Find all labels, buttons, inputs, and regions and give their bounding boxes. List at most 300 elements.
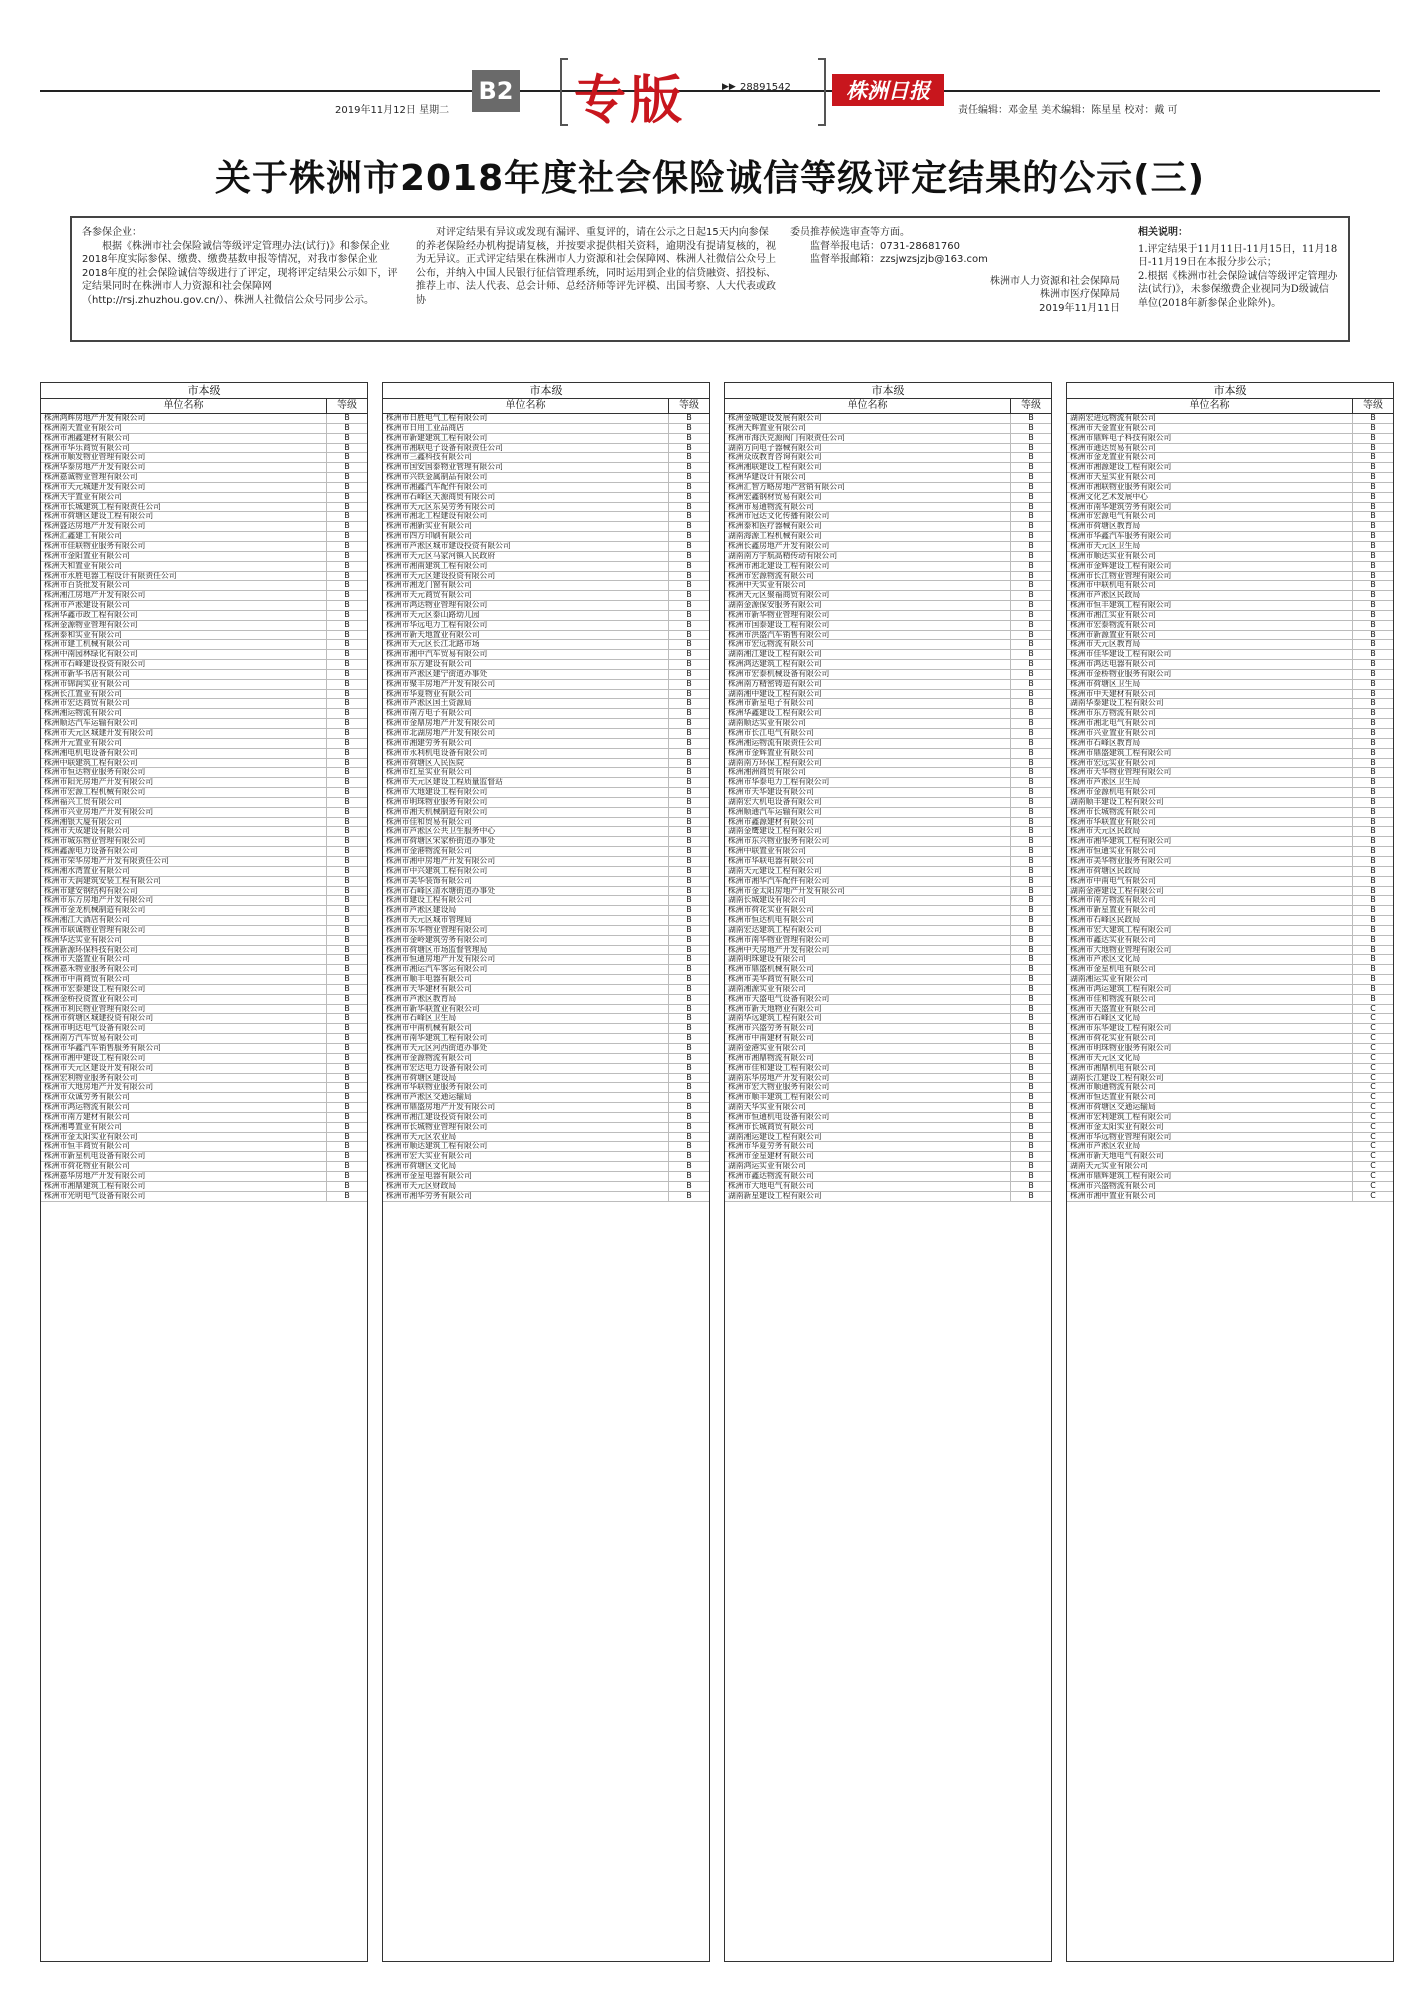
credit-grade: B bbox=[686, 1083, 692, 1092]
credit-grade: B bbox=[686, 433, 692, 442]
table-row bbox=[41, 1103, 367, 1113]
credit-grade: B bbox=[1370, 512, 1376, 521]
table-row bbox=[383, 1054, 709, 1064]
table-row bbox=[1067, 818, 1393, 828]
company-name: 株洲湘粤置业有限公司 bbox=[41, 1123, 327, 1132]
credit-grade: B bbox=[686, 1053, 692, 1062]
company-name: 株洲市东华建设工程有限公司 bbox=[1067, 1024, 1353, 1033]
company-name: 株洲市石峰建设投资有限公司 bbox=[41, 660, 327, 669]
table-row bbox=[1067, 896, 1393, 906]
company-name: 株洲市鸿达物业管理有限公司 bbox=[383, 601, 669, 610]
credit-grade: B bbox=[1370, 935, 1376, 944]
credit-grade: B bbox=[686, 699, 692, 708]
table-row bbox=[41, 631, 367, 641]
company-name: 株洲市红星实业有限公司 bbox=[383, 768, 669, 777]
credit-grade: B bbox=[686, 797, 692, 806]
table-row bbox=[725, 581, 1051, 591]
credit-grade: B bbox=[686, 1014, 692, 1023]
credit-grade: C bbox=[1370, 1152, 1376, 1161]
table-row bbox=[1067, 916, 1393, 926]
section-title: 专版 bbox=[574, 70, 687, 131]
company-name: 株洲市顺发物业管理有限公司 bbox=[41, 453, 327, 462]
table-row bbox=[725, 572, 1051, 582]
table-row bbox=[41, 965, 367, 975]
company-name: 湖南天华实业有限公司 bbox=[725, 1103, 1011, 1112]
table-row bbox=[383, 670, 709, 680]
credit-grade: B bbox=[344, 738, 350, 747]
credit-grade: B bbox=[344, 1132, 350, 1141]
table-row bbox=[383, 444, 709, 454]
table-row bbox=[1067, 857, 1393, 867]
company-name: 湖南宏进远物流有限公司 bbox=[1067, 414, 1353, 423]
company-name: 株洲市鼎盛机械有限公司 bbox=[725, 965, 1011, 974]
credit-grade: B bbox=[344, 975, 350, 984]
company-name: 株洲中天房地产开发有限公司 bbox=[725, 946, 1011, 955]
table-row bbox=[41, 532, 367, 542]
company-name: 株洲市天元区泰山路幼儿园 bbox=[383, 611, 669, 620]
company-name: 株洲市天星实业有限公司 bbox=[1067, 473, 1353, 482]
credit-grade: B bbox=[1028, 984, 1034, 993]
credit-grade: B bbox=[686, 463, 692, 472]
credit-grade: B bbox=[344, 561, 350, 570]
company-name: 湖南鸿运实业有限公司 bbox=[725, 1162, 1011, 1171]
company-name: 株洲嘉诚物业管理有限公司 bbox=[41, 473, 327, 482]
company-name: 株洲市新星置业有限公司 bbox=[1067, 906, 1353, 915]
table-row bbox=[383, 1064, 709, 1074]
table-row bbox=[725, 1064, 1051, 1074]
credit-grade: B bbox=[344, 414, 350, 422]
credit-grade: B bbox=[1028, 443, 1034, 452]
company-name: 株洲市新天地物业有限公司 bbox=[725, 1005, 1011, 1014]
credit-grade: C bbox=[1370, 1103, 1376, 1112]
company-name: 株洲开元置业有限公司 bbox=[41, 739, 327, 748]
table-row bbox=[383, 955, 709, 965]
table-row bbox=[41, 483, 367, 493]
table-row bbox=[383, 916, 709, 926]
company-name: 株洲市鼎盛房地产开发有限公司 bbox=[383, 1103, 669, 1112]
table-row bbox=[1067, 837, 1393, 847]
table-row bbox=[725, 768, 1051, 778]
company-name: 株洲市宏泰机械设备有限公司 bbox=[725, 670, 1011, 679]
company-name: 株洲湘水湾置业有限公司 bbox=[41, 867, 327, 876]
company-name: 株洲市顺通物流有限公司 bbox=[1067, 1083, 1353, 1092]
company-name: 株洲市中天建材有限公司 bbox=[1067, 690, 1353, 699]
company-name: 株洲市芦淞区民政局 bbox=[1067, 591, 1353, 600]
credit-grade: B bbox=[686, 601, 692, 610]
table-row bbox=[1067, 1093, 1393, 1103]
company-name: 株洲市天元区教育局 bbox=[1067, 640, 1353, 649]
company-name: 株洲市湘江建设投资有限公司 bbox=[383, 1113, 669, 1122]
credit-grade: B bbox=[686, 837, 692, 846]
table-row bbox=[725, 1123, 1051, 1133]
announcement-text-2: 对评定结果有异议或发现有漏评、重复评的，请在公示之日起15天内向参保的养老保险经办机构提请复核，并按要求提供相关资料，逾期没有提请复核的，视为无异议。正式评定结果在株洲市人力资源和社会保障网、株洲人社微信公众号上公布，并纳入中国人民银行征信管理系统，同时运用到企业的信贷融资、招投标、推荐上市、法人代表、总会计师、总经济师等评先评模、出国考察、人大代表或政协 bbox=[416, 227, 776, 306]
company-name: 株洲市长城建筑工程有限责任公司 bbox=[41, 503, 327, 512]
table-row bbox=[1067, 453, 1393, 463]
credit-grade: B bbox=[1370, 610, 1376, 619]
credit-grade: B bbox=[344, 1112, 350, 1121]
company-name: 株洲天辉置业有限公司 bbox=[725, 424, 1011, 433]
credit-grade: B bbox=[344, 423, 350, 432]
table-row bbox=[725, 552, 1051, 562]
credit-grade: B bbox=[686, 640, 692, 649]
company-name: 株洲市石峰区教育局 bbox=[1067, 739, 1353, 748]
table-row bbox=[41, 1142, 367, 1152]
credit-grade: B bbox=[1370, 837, 1376, 846]
credit-grade: B bbox=[1028, 748, 1034, 757]
table-row bbox=[383, 975, 709, 985]
credit-grade: B bbox=[1028, 512, 1034, 521]
table-row bbox=[1067, 1123, 1393, 1133]
credit-grade: B bbox=[344, 847, 350, 856]
credit-grade: B bbox=[686, 925, 692, 934]
table-row bbox=[1067, 719, 1393, 729]
credit-grade: B bbox=[686, 1142, 692, 1151]
credit-grade: B bbox=[1028, 797, 1034, 806]
company-name: 株洲市芦淞区交通运输局 bbox=[383, 1093, 669, 1102]
company-name: 株洲市天元区马家河镇人民政府 bbox=[383, 552, 669, 561]
company-name: 株洲市荷塘区交通运输局 bbox=[1067, 1103, 1353, 1112]
table-row bbox=[725, 680, 1051, 690]
credit-grade: B bbox=[344, 443, 350, 452]
company-name: 株洲中南园林绿化有限公司 bbox=[41, 650, 327, 659]
table-row bbox=[41, 1024, 367, 1034]
table-row bbox=[41, 640, 367, 650]
credit-grade: B bbox=[344, 473, 350, 482]
credit-grade: B bbox=[686, 423, 692, 432]
table-row bbox=[725, 877, 1051, 887]
credit-grade: B bbox=[686, 866, 692, 875]
credit-grade: B bbox=[1028, 482, 1034, 491]
table-row bbox=[1067, 827, 1393, 837]
company-name: 株洲市东方房地产开发有限公司 bbox=[41, 896, 327, 905]
table-row bbox=[383, 1044, 709, 1054]
credit-grade: B bbox=[1370, 886, 1376, 895]
credit-grade: B bbox=[1028, 788, 1034, 797]
table-row bbox=[725, 1083, 1051, 1093]
credit-grade: B bbox=[686, 414, 692, 422]
credit-grade: B bbox=[686, 443, 692, 452]
credit-grade: B bbox=[344, 591, 350, 600]
credit-grade: B bbox=[1028, 955, 1034, 964]
company-name: 株洲市宏大物业服务有限公司 bbox=[725, 1083, 1011, 1092]
table-row bbox=[383, 424, 709, 434]
credit-grade: B bbox=[1028, 581, 1034, 590]
table-row bbox=[1067, 985, 1393, 995]
company-name: 株洲市金太阳实业有限公司 bbox=[1067, 1123, 1353, 1132]
company-name: 株洲宏鑫钢材贸易有限公司 bbox=[725, 493, 1011, 502]
table-row bbox=[383, 532, 709, 542]
table-row bbox=[41, 424, 367, 434]
credit-grade: B bbox=[686, 876, 692, 885]
company-name: 株洲市鑫源建材有限公司 bbox=[725, 818, 1011, 827]
company-name: 株洲市湘华汽车配件有限公司 bbox=[725, 877, 1011, 886]
company-name: 株洲市鸿达电器有限公司 bbox=[1067, 660, 1353, 669]
table-row bbox=[725, 729, 1051, 739]
company-name: 株洲市天盛电气设备有限公司 bbox=[725, 995, 1011, 1004]
table-row bbox=[383, 1103, 709, 1113]
company-name: 株洲南天置业有限公司 bbox=[41, 424, 327, 433]
credit-grade: B bbox=[1370, 847, 1376, 856]
company-name: 株洲市日用工业品商店 bbox=[383, 424, 669, 433]
company-name: 株洲市宏远实业有限公司 bbox=[1067, 759, 1353, 768]
company-name: 株洲市佳和贸易有限公司 bbox=[383, 818, 669, 827]
credit-grade: B bbox=[344, 482, 350, 491]
table-row bbox=[1067, 965, 1393, 975]
company-name: 株洲市通达贸易有限公司 bbox=[1067, 444, 1353, 453]
credit-grade: B bbox=[344, 679, 350, 688]
credit-grade: B bbox=[1028, 847, 1034, 856]
company-name: 株洲市芦淞区农业局 bbox=[1067, 1142, 1353, 1151]
section-bracket-left bbox=[560, 58, 568, 126]
company-name: 株洲市金辉置业有限公司 bbox=[725, 749, 1011, 758]
company-name: 株洲市南方物流有限公司 bbox=[1067, 896, 1353, 905]
table-row bbox=[383, 453, 709, 463]
table-row bbox=[725, 1093, 1051, 1103]
credit-grade: B bbox=[344, 856, 350, 865]
company-name: 湖南顺丰建设工程有限公司 bbox=[1067, 798, 1353, 807]
table-row bbox=[41, 581, 367, 591]
company-name: 株洲市湘北工程建设有限公司 bbox=[383, 512, 669, 521]
table-row bbox=[383, 818, 709, 828]
credit-grade: B bbox=[1028, 817, 1034, 826]
table-row bbox=[41, 611, 367, 621]
credit-grade: B bbox=[686, 492, 692, 501]
credit-grade: C bbox=[1370, 1014, 1376, 1023]
credit-grade: B bbox=[344, 689, 350, 698]
credit-grade: C bbox=[1370, 1073, 1376, 1082]
company-name: 株洲市恒通机电设备有限公司 bbox=[725, 1113, 1011, 1122]
credit-grade: B bbox=[344, 1024, 350, 1033]
company-name: 株洲市芦淞区公共卫生服务中心 bbox=[383, 827, 669, 836]
company-name: 株洲泰和实业有限公司 bbox=[41, 631, 327, 640]
credit-grade: B bbox=[344, 610, 350, 619]
credit-grade: B bbox=[344, 699, 350, 708]
table-row bbox=[725, 1005, 1051, 1015]
table-row bbox=[383, 749, 709, 759]
company-name: 株洲市荷塘区建设局 bbox=[383, 1074, 669, 1083]
table-row bbox=[1067, 611, 1393, 621]
company-name: 株洲市天华建材有限公司 bbox=[383, 985, 669, 994]
company-name: 株洲市百货批发有限公司 bbox=[41, 581, 327, 590]
table-row bbox=[41, 699, 367, 709]
table-row bbox=[725, 985, 1051, 995]
company-name: 株洲市洪盛汽车销售有限公司 bbox=[725, 631, 1011, 640]
credit-grade: B bbox=[686, 1132, 692, 1141]
company-name: 株洲文化艺术发展中心 bbox=[1067, 493, 1353, 502]
table-row bbox=[41, 739, 367, 749]
credit-grade: B bbox=[1028, 916, 1034, 925]
table-row bbox=[1067, 699, 1393, 709]
table-row bbox=[41, 867, 367, 877]
table-row bbox=[1067, 1074, 1393, 1084]
company-name: 株洲市湘鼎建筑工程有限公司 bbox=[41, 1182, 327, 1191]
credit-grade: B bbox=[1370, 571, 1376, 580]
results-table bbox=[40, 382, 368, 1962]
table-row bbox=[383, 562, 709, 572]
company-name: 株洲市长城物业管理有限公司 bbox=[383, 1123, 669, 1132]
company-name: 株洲汇智方略房地产营销有限公司 bbox=[725, 483, 1011, 492]
credit-grade: B bbox=[1370, 925, 1376, 934]
company-name: 株洲市东方物流有限公司 bbox=[1067, 709, 1353, 718]
table-row bbox=[725, 1162, 1051, 1172]
credit-grade: B bbox=[1370, 945, 1376, 954]
table-row bbox=[41, 434, 367, 444]
table-row bbox=[725, 503, 1051, 513]
credit-grade: B bbox=[1028, 601, 1034, 610]
table-row bbox=[725, 719, 1051, 729]
credit-grade: B bbox=[686, 1171, 692, 1180]
table-row bbox=[41, 837, 367, 847]
company-name: 株洲市鼎辉建筑工程有限公司 bbox=[1067, 1172, 1353, 1181]
credit-grade: B bbox=[344, 807, 350, 816]
table-row bbox=[383, 906, 709, 916]
credit-grade: B bbox=[1028, 1034, 1034, 1043]
table-row bbox=[1067, 749, 1393, 759]
credit-grade: B bbox=[1028, 433, 1034, 442]
table-row bbox=[383, 1113, 709, 1123]
company-name: 株洲市华泰电力工程有限公司 bbox=[725, 778, 1011, 787]
table-row bbox=[1067, 1192, 1393, 1202]
table-row bbox=[725, 1133, 1051, 1143]
signature-agency-2: 株洲市医疗保障局 bbox=[1040, 289, 1120, 301]
table-row bbox=[1067, 877, 1393, 887]
company-name: 株洲市顺达建筑工程有限公司 bbox=[383, 1142, 669, 1151]
table-row bbox=[725, 936, 1051, 946]
table-row bbox=[41, 847, 367, 857]
company-name: 株洲市兴盛物流有限公司 bbox=[1067, 1182, 1353, 1191]
company-name: 株洲新源环保科技有限公司 bbox=[41, 946, 327, 955]
table-row bbox=[1067, 946, 1393, 956]
credit-grade: B bbox=[1028, 965, 1034, 974]
page-headline: 关于株洲市2018年度社会保险诚信等级评定结果的公示(三) bbox=[214, 158, 1206, 199]
table-row bbox=[41, 827, 367, 837]
company-name: 株洲市湘鼎物流有限公司 bbox=[725, 1054, 1011, 1063]
company-name: 湖南东华房地产开发有限公司 bbox=[725, 1074, 1011, 1083]
table-row bbox=[383, 1074, 709, 1084]
table-row bbox=[383, 611, 709, 621]
table-row bbox=[41, 444, 367, 454]
table-row bbox=[1067, 808, 1393, 818]
credit-grade: B bbox=[1370, 906, 1376, 915]
credit-grade: B bbox=[1370, 561, 1376, 570]
company-name: 株洲市湘华建筑工程有限公司 bbox=[1067, 837, 1353, 846]
table-row bbox=[1067, 1152, 1393, 1162]
credit-grade: B bbox=[1028, 1162, 1034, 1171]
table-row bbox=[725, 798, 1051, 808]
credit-grade: B bbox=[1370, 709, 1376, 718]
company-name: 株洲市宏达商贸有限公司 bbox=[41, 699, 327, 708]
table-row bbox=[1067, 1113, 1393, 1123]
credit-grade: B bbox=[344, 601, 350, 610]
table-row bbox=[1067, 887, 1393, 897]
company-name: 株洲市建设工程有限公司 bbox=[383, 896, 669, 905]
credit-grade: B bbox=[686, 896, 692, 905]
table-row bbox=[383, 512, 709, 522]
credit-grade: B bbox=[1370, 896, 1376, 905]
table-row bbox=[41, 621, 367, 631]
company-name: 湖南金源保安服务有限公司 bbox=[725, 601, 1011, 610]
company-name: 株洲市联诚物业管理有限公司 bbox=[41, 926, 327, 935]
company-name: 株洲市南方电子有限公司 bbox=[383, 709, 669, 718]
company-name: 株洲市石峰区民政局 bbox=[1067, 916, 1353, 925]
table-row bbox=[41, 660, 367, 670]
table-row bbox=[41, 946, 367, 956]
credit-grade: B bbox=[1370, 482, 1376, 491]
table-row bbox=[383, 778, 709, 788]
credit-grade: B bbox=[686, 1024, 692, 1033]
company-name: 株洲市鼎盛建筑工程有限公司 bbox=[1067, 749, 1353, 758]
credit-grade: C bbox=[1370, 1004, 1376, 1013]
credit-grade: B bbox=[1370, 719, 1376, 728]
company-name: 株洲市宏源物流有限公司 bbox=[725, 572, 1011, 581]
table-row bbox=[41, 788, 367, 798]
company-name: 株洲市国泰建设工程有限公司 bbox=[725, 621, 1011, 630]
table-row bbox=[383, 631, 709, 641]
table-row bbox=[41, 778, 367, 788]
company-name: 株洲市天润建筑安装工程有限公司 bbox=[41, 877, 327, 886]
credit-grade: B bbox=[344, 925, 350, 934]
credit-grade: B bbox=[686, 669, 692, 678]
credit-grade: B bbox=[1028, 837, 1034, 846]
credit-grade: B bbox=[686, 738, 692, 747]
company-name: 株洲市大地房地产开发有限公司 bbox=[41, 1083, 327, 1092]
table-row bbox=[1067, 572, 1393, 582]
credit-grade: B bbox=[686, 551, 692, 560]
company-name: 株洲市光明电气设备有限公司 bbox=[41, 1192, 327, 1201]
credit-grade: B bbox=[344, 433, 350, 442]
table-row bbox=[1067, 444, 1393, 454]
credit-grade: B bbox=[344, 1093, 350, 1102]
table-row bbox=[41, 896, 367, 906]
hotline-number: 28891542 bbox=[740, 82, 791, 93]
company-name: 株洲市新星电子有限公司 bbox=[725, 699, 1011, 708]
table-row bbox=[383, 1142, 709, 1152]
company-name: 株洲顺达汽车运输有限公司 bbox=[41, 719, 327, 728]
company-name: 株洲市海沃克源阀门有限责任公司 bbox=[725, 434, 1011, 443]
credit-grade: B bbox=[1370, 975, 1376, 984]
credit-grade: B bbox=[344, 1063, 350, 1072]
company-name: 株洲市新天地电气有限公司 bbox=[1067, 1152, 1353, 1161]
company-name: 株洲鸿达建筑工程有限公司 bbox=[725, 660, 1011, 669]
credit-grade: B bbox=[344, 630, 350, 639]
table-row bbox=[1067, 670, 1393, 680]
company-name: 株洲市鸿运建筑工程有限公司 bbox=[1067, 985, 1353, 994]
credit-grade: B bbox=[1028, 532, 1034, 541]
company-name: 株洲市北湖房地产开发有限公司 bbox=[383, 729, 669, 738]
company-name: 株洲市金源物流有限公司 bbox=[383, 1054, 669, 1063]
credit-grade: B bbox=[686, 965, 692, 974]
company-name: 株洲市长江物业管理有限公司 bbox=[1067, 572, 1353, 581]
company-name: 株洲市荷花实业有限公司 bbox=[1067, 1034, 1353, 1043]
table-row bbox=[1067, 621, 1393, 631]
credit-grade: B bbox=[344, 522, 350, 531]
company-name: 株洲华鑫市政工程有限公司 bbox=[41, 611, 327, 620]
company-name: 株洲市荷塘区卫生局 bbox=[1067, 680, 1353, 689]
credit-grade: B bbox=[1028, 640, 1034, 649]
credit-grade: B bbox=[686, 1122, 692, 1131]
table-row bbox=[41, 1005, 367, 1015]
credit-grade: B bbox=[686, 512, 692, 521]
table-row bbox=[725, 1044, 1051, 1054]
table-row bbox=[725, 837, 1051, 847]
company-name: 株洲市宏源工程机械有限公司 bbox=[41, 788, 327, 797]
credit-grade: B bbox=[686, 473, 692, 482]
company-name: 株洲市荷塘区人民医院 bbox=[383, 759, 669, 768]
credit-grade: B bbox=[686, 610, 692, 619]
table-row bbox=[383, 788, 709, 798]
table-row bbox=[1067, 1172, 1393, 1182]
company-name: 株洲市中南商贸有限公司 bbox=[41, 975, 327, 984]
